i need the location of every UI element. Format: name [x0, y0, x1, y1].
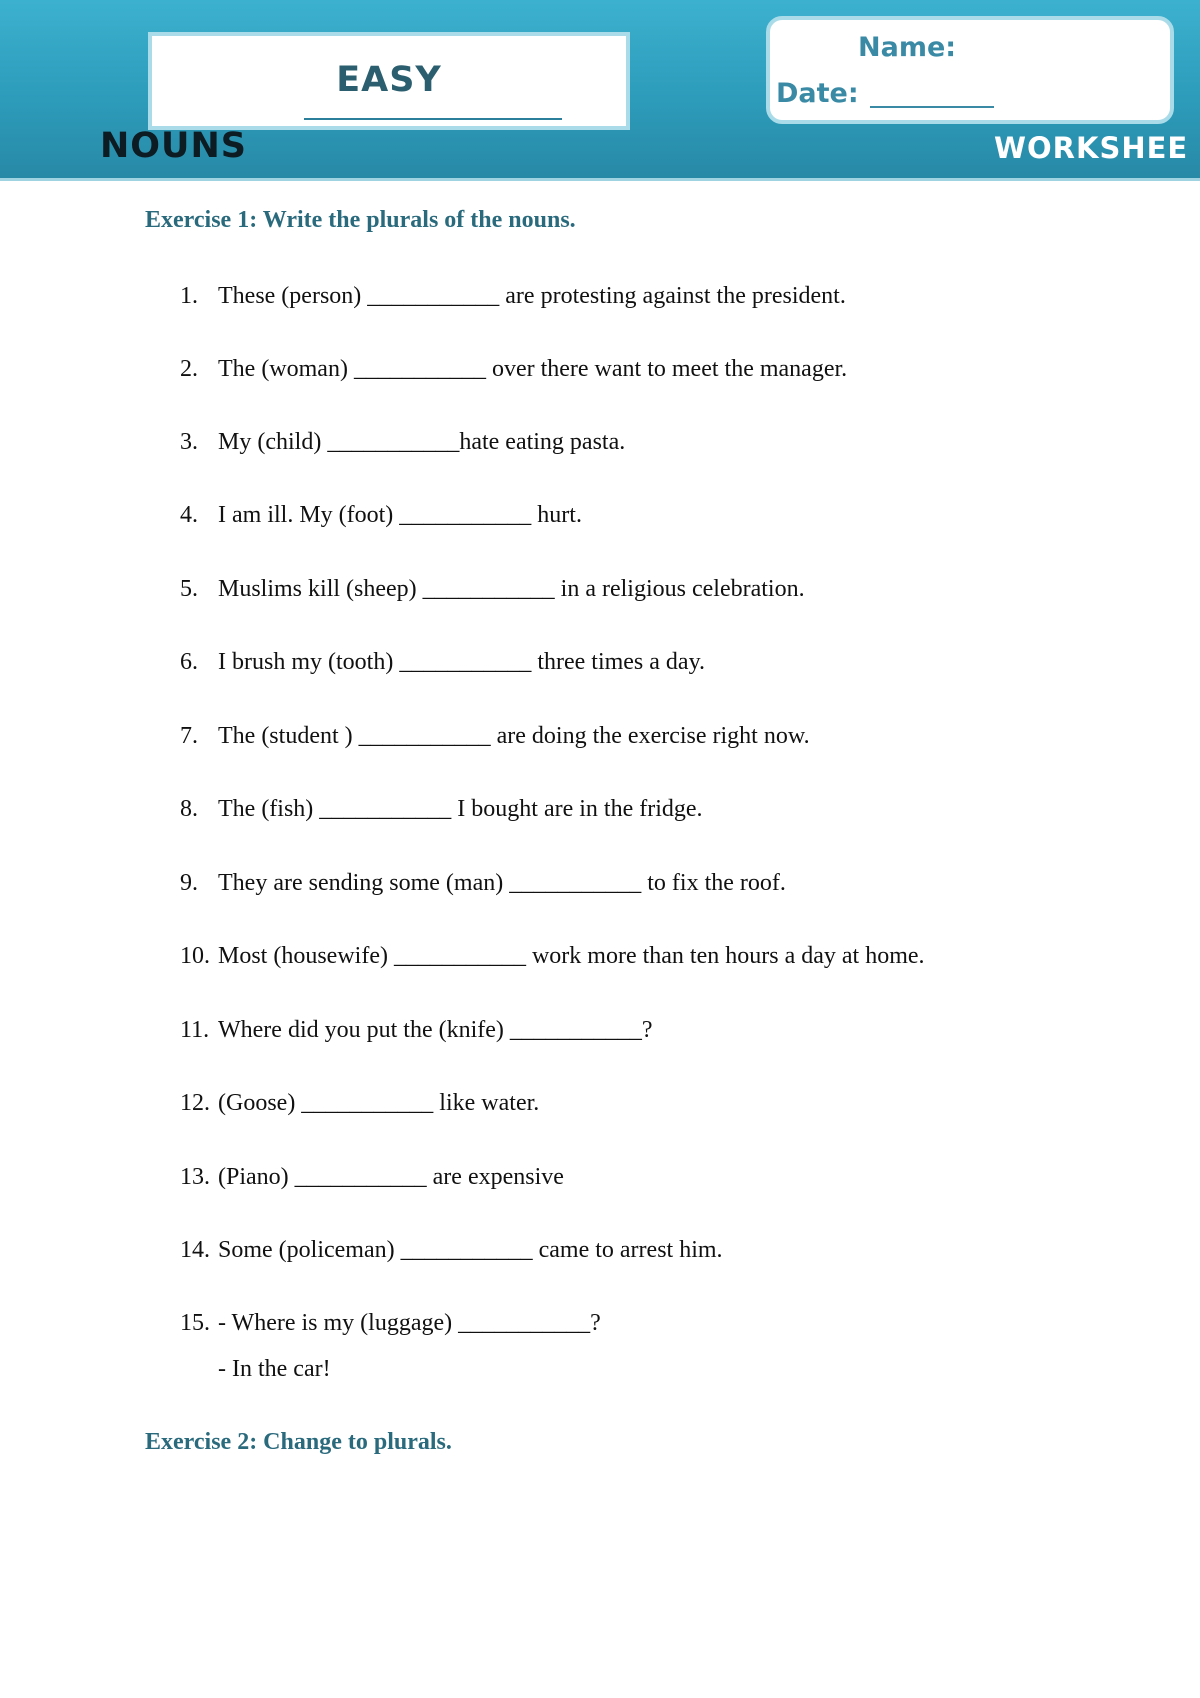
question-15 — [180, 1309, 601, 1337]
question-number: 11. — [180, 1017, 210, 1043]
worksheet-header — [0, 0, 1200, 181]
question-11 — [180, 1016, 653, 1044]
question-number: 3. — [180, 429, 198, 455]
question-6 — [180, 648, 705, 676]
question-text: - Where is my (luggage) ___________? — [218, 1310, 601, 1336]
question-number: 4. — [180, 502, 198, 528]
question-number: 2. — [180, 356, 198, 382]
question-number: 10. — [180, 943, 210, 969]
level-label: EASY — [336, 60, 442, 100]
question-text: Some (policeman) ___________ came to arrest him. — [218, 1237, 723, 1263]
question-1 — [180, 282, 846, 310]
question-text: (Goose) ___________ like water. — [218, 1090, 540, 1116]
question-number: 1. — [180, 283, 198, 309]
question-5 — [180, 575, 805, 603]
question-3 — [180, 428, 625, 456]
question-text: (Piano) ___________ are expensive — [218, 1164, 564, 1190]
question-number: 8. — [180, 796, 198, 822]
exercise-2-title: Exercise 2: Change to plurals. — [145, 1429, 452, 1455]
question-number: 6. — [180, 649, 198, 675]
question-7 — [180, 722, 810, 750]
question-text: The (student ) ___________ are doing the exercise right now. — [218, 723, 810, 749]
question-number: 13. — [180, 1164, 210, 1190]
question-number: 14. — [180, 1237, 210, 1263]
question-8 — [180, 795, 703, 823]
name-label: Name: — [858, 32, 957, 63]
question-number: 15. — [180, 1310, 210, 1336]
question-number: 12. — [180, 1090, 210, 1116]
question-number: 7. — [180, 723, 198, 749]
question-10 — [180, 942, 925, 970]
question-text: They are sending some (man) ___________ to fix the roof. — [218, 870, 786, 896]
question-text: Where did you put the (knife) ___________? — [218, 1017, 653, 1043]
question-13 — [180, 1163, 564, 1191]
level-underline — [304, 118, 562, 120]
question-text: Muslims kill (sheep) ___________ in a religious celebration. — [218, 576, 805, 602]
question-number: 5. — [180, 576, 198, 602]
question-9 — [180, 869, 786, 897]
exercise-1-title: Exercise 1: Write the plurals of the nouns. — [145, 207, 576, 233]
question-12 — [180, 1089, 539, 1117]
question-text: Most (housewife) ___________ work more than ten hours a day at home. — [218, 943, 925, 969]
question-number: 9. — [180, 870, 198, 896]
question-text: The (woman) ___________ over there want to meet the manager. — [218, 356, 848, 382]
worksheet-label: WORKSHEE — [994, 131, 1189, 165]
topic-title: NOUNS — [100, 126, 247, 166]
name-date-box — [766, 16, 1174, 124]
question-text: I brush my (tooth) ___________ three times a day. — [218, 649, 706, 675]
date-blank — [870, 106, 994, 108]
question-2 — [180, 355, 847, 383]
question-14 — [180, 1236, 723, 1264]
date-label: Date: — [776, 78, 859, 109]
question-4 — [180, 501, 582, 529]
question-text: My (child) ___________hate eating pasta. — [218, 429, 626, 455]
question-text: These (person) ___________ are protesting against the president. — [218, 283, 846, 309]
question-15-reply: - In the car! — [218, 1356, 331, 1382]
question-text: The (fish) ___________ I bought are in the fridge. — [218, 796, 703, 822]
level-box — [148, 32, 630, 130]
question-text: I am ill. My (foot) ___________ hurt. — [218, 502, 582, 528]
